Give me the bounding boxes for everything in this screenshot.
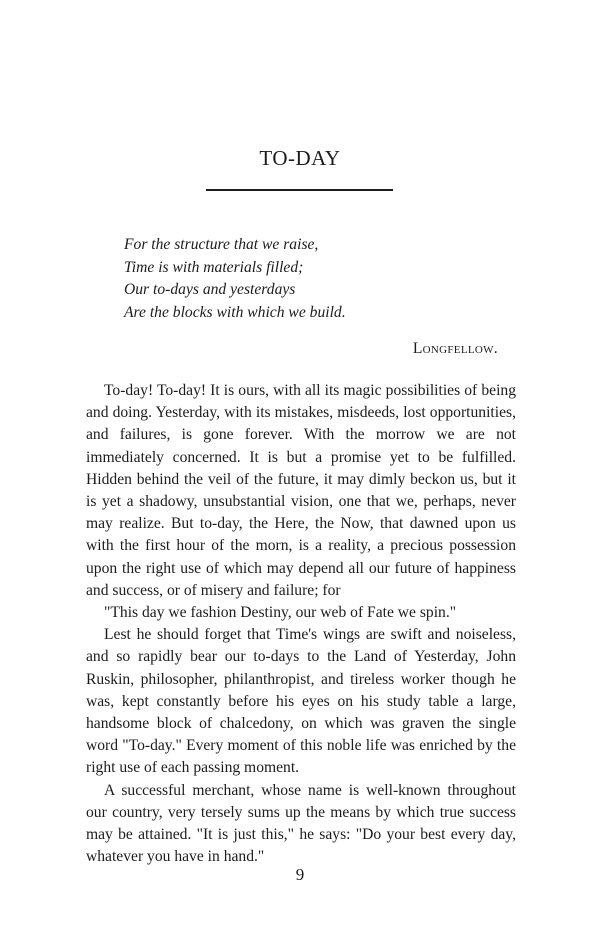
body-text — [86, 380, 516, 868]
epigraph-line: Time is with materials filled; — [124, 258, 304, 276]
epigraph-line: Our to-days and yesterdays — [124, 281, 296, 298]
chapter-title: TO-DAY — [259, 146, 341, 170]
paragraph: A successful merchant, whose name is well-known throughout our country, very tersely sums up the means by which true success may be attained. "It is just this," he says: "Do your best every day, whatever you have in hand." — [86, 781, 516, 866]
quoted-line: "This day we fashion Destiny, our web of Fate we spin." — [104, 604, 457, 622]
epigraph-line: Are the blocks with which we build. — [124, 303, 346, 321]
paragraph: To-day! To-day! It is ours, with all its magic possibilities of being and doing. Yesterday, with its mistakes, misdeeds, lost opportunities, and failures, is gone forever. With the morrow we are not immediately concerned. It is but a promise yet to be fulfilled. Hidden behind the veil of the future, it may dimly beckon us, but it is yet a shadowy, unsubstantial vision, one that we, perhaps, never may realize. But to-day, the Here, the Now, that dawned upon us with the first hour of the morn, is a reality, a precious possession upon the right use of which may depend all our future of happiness and success, or of misery and failure; for — [86, 382, 516, 599]
page-number: 9 — [295, 865, 305, 884]
epigraph — [124, 234, 346, 324]
epigraph-line: For the structure that we raise, — [124, 236, 319, 253]
paragraph: Lest he should forget that Time's wings are swift and noiseless, and so rapidly bear our to-days to the Land of Yesterday, John Ruskin, philosopher, philanthropist, and tireless worker though he was, kept constantly before his eyes on his study table a large, handsome block of chalcedony, on which was graven the single word "To-day." Every moment of this noble life was enriched by the right use of each passing moment. — [86, 626, 516, 777]
title-rule — [206, 189, 393, 191]
epigraph-attribution: Longfellow. — [412, 340, 498, 357]
